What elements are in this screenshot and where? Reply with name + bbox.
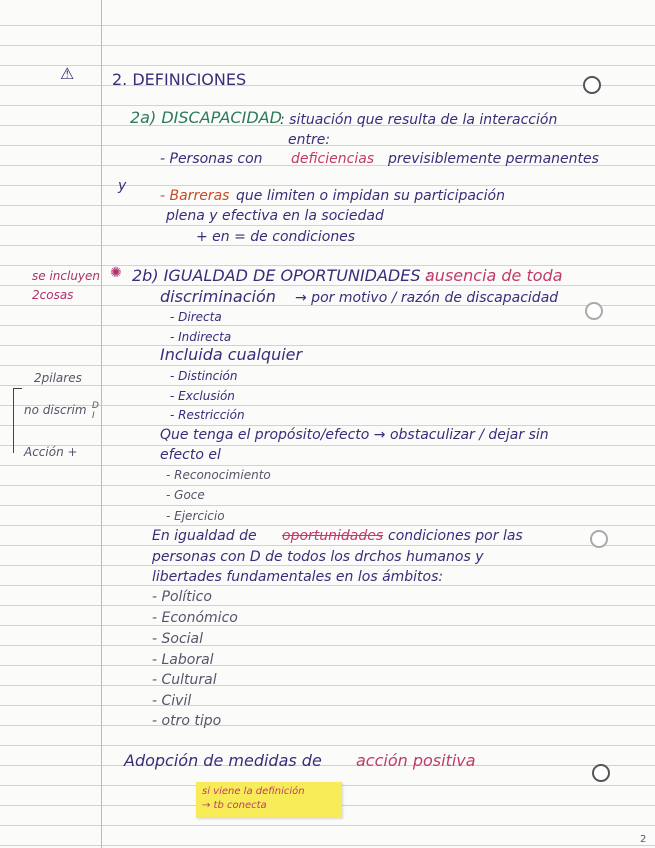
margin-dos-cosas: 2cosas [32,288,74,302]
s2a-def2: entre: [288,132,331,148]
s2a-item2a: - Barreras [160,188,230,204]
page-number: 2 [640,834,647,845]
ambito-item: - otro tipo [152,713,222,729]
s2b-exclusion: - Exclusión [170,389,235,403]
s2b-def1: ausencia de toda [425,266,563,285]
s2a-item1a: - Personas con [160,151,263,167]
s2b-libertades: libertades fundamentales en los ámbitos: [152,569,444,585]
margin-bracket [13,388,22,453]
s2b-en-igualdad-strike: oportunidades [282,528,384,544]
binder-hole-icon [592,764,610,782]
final-b: acción positiva [356,751,476,770]
sticky-line1: si viene la definición [202,786,305,797]
s2b-def2: discriminación [160,287,276,306]
section-heading: 2. DEFINICIONES [112,70,247,89]
s2b-directa: - Directa [170,310,222,324]
s2a-item2b: que limiten o impidan su participación [236,188,505,204]
s2b-incluida: Incluida cualquier [160,345,303,364]
binder-hole-icon [585,302,603,320]
s2b-en-igualdad-a: En igualdad de [152,528,257,544]
s2a-label: 2a) DISCAPACIDAD [130,108,282,127]
s2a-item1c: previsiblemente permanentes [388,151,599,167]
ambito-item: - Social [152,631,204,647]
s2b-indirecta: - Indirecta [170,330,232,344]
s2b-proposito1: Que tenga el propósito/efecto → obstaculizar / dejar sin [160,427,549,443]
s2b-personas: personas con D de todos los drchos humanos y [152,549,484,565]
s2b-en-igualdad-b: condiciones por las [388,528,523,544]
ambito-item: - Civil [152,693,192,709]
swirl-icon: ✺ [110,265,122,281]
s2a-y: y [118,178,127,194]
margin-accion: Acción + [24,445,78,459]
s2b-distincion: - Distinción [170,369,238,383]
sticky-line2: → tb conecta [202,800,267,811]
s2a-item1b: deficiencias [291,151,375,167]
s2b-label: 2b) IGUALDAD DE OPORTUNIDADES : [132,266,431,285]
s2b-def2b: → por motivo / razón de discapacidad [295,290,559,306]
s2a-def1: : situación que resulta de la interacción [280,112,558,128]
s2b-reconocimiento: - Reconocimiento [166,468,271,482]
s2a-item2c: plena y efectiva en la sociedad [166,208,384,224]
binder-hole-icon [583,76,601,94]
s2b-proposito2: efecto el [160,447,221,463]
s2b-restriccion: - Restricción [170,408,245,422]
s2b-goce: - Goce [166,488,205,502]
margin-line [101,0,102,848]
margin-discrim: no discrim [24,403,87,417]
ambito-item: - Político [152,589,212,605]
binder-hole-icon [590,530,608,548]
s2a-item2d: + en = de condiciones [196,229,356,245]
margin-discrim-i: I [92,411,95,421]
sticky-note [196,782,342,818]
margin-discrim-d: D [92,401,99,411]
margin-se-incluyen: se incluyen [32,269,101,283]
warning-triangle-icon: ⚠ [60,64,75,83]
final-a: Adopción de medidas de [124,751,322,770]
margin-pilares: 2pilares [34,371,82,385]
ambito-item: - Cultural [152,672,217,688]
ambito-item: - Económico [152,610,238,626]
s2b-ejercicio: - Ejercicio [166,509,225,523]
ambito-item: - Laboral [152,652,214,668]
